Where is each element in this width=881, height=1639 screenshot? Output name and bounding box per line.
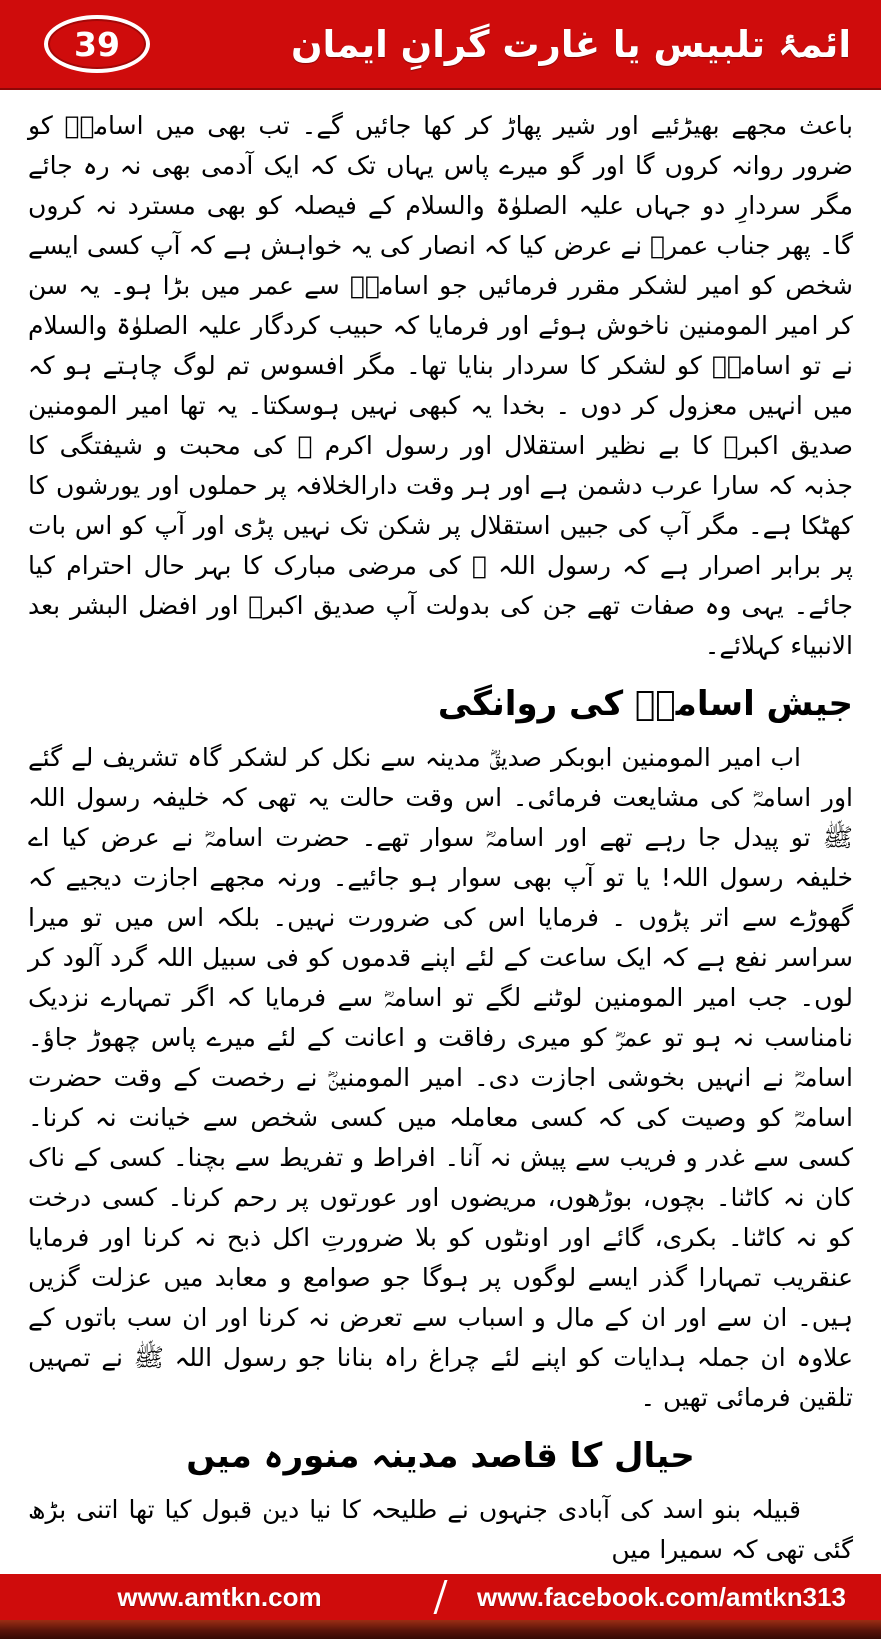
paragraph-3: قبیلہ بنو اسد کی آبادی جنہوں نے طلیحہ کا نیا دین قبول کیا تھا اتنی بڑھ گئی تھی کہ سمیرا میں bbox=[28, 1495, 853, 1564]
website-url: www.amtkn.com bbox=[117, 1581, 322, 1612]
paragraph-1: باعث مجھے بھیڑئیے اور شیر پھاڑ کر کھا جائیں گے۔ تب بھی میں اسامہؓ کو ضرور روانہ کروں گا اور گو میرے پاس یہاں تک کہ ایک آدمی بھی نہ رہ جائے مگر سردارِ دو جہاں علیہ الصلوٰۃ والسلام کے فیصلہ کو بھی مسترد نہ کروں گا۔ پھر جناب عمرؓ نے عرض کیا کہ انصار کی یہ خواہش ہے کہ آپ کسی ایسے شخص کو امیر لشکر مقرر فرمائیں جو اسامہؓ سے عمر میں بڑا ہو۔ یہ سن کر امیر المومنین ناخوش ہوئے اور فرمایا کہ حبیب کردگار علیہ الصلوٰۃ والسلام نے تو اسامہؓ کو لشکر کا سردار بنایا تھا۔ مگر افسوس تم لوگ چاہتے ہو کہ میں انہیں معزول کر دوں ۔ بخدا یہ کبھی نہیں ہوسکتا۔ یہ تھا امیر المومنین صدیق اکبرؓ کا بے نظیر استقلال اور رسول اکرم ﷺ کی محبت و شیفتگی کا جذبہ کہ سارا عرب دشمن ہے اور ہر وقت دارالخلافہ پر حملوں اور یورشوں کا کھٹکا ہے۔ مگر آپ کی جبیں استقلال پر شکن تک نہیں پڑی اور آپ کو اس بات پر برابر اصرار ہے کہ رسول اللہ ﷺ کی مرضی مبارک کا بہر حال احترام کیا جائے۔ یہی وہ صفات تھے جن کی بدولت آپ صدیق اکبرؓ اور افضل البشر بعد الانبیاء کہلائے۔ bbox=[28, 111, 853, 660]
page-header bbox=[0, 0, 881, 90]
page-bottom-edge bbox=[0, 1620, 881, 1639]
page-footer bbox=[0, 1574, 881, 1620]
section-heading-1: جیش اسامہؓ کی روانگی bbox=[437, 684, 853, 724]
book-title: ائمۂ تلبیس یا غارت گرانِ ایمان bbox=[290, 22, 851, 66]
page-number-badge bbox=[44, 15, 150, 73]
section-heading-2: حیال کا قاصد مدینہ منورہ میں bbox=[186, 1436, 695, 1476]
facebook-url: www.facebook.com/amtkn313 bbox=[477, 1581, 846, 1612]
paragraph-2: اب امیر المومنین ابوبکر صدیقؓ مدینہ سے نکل کر لشکر گاہ تشریف لے گئے اور اسامہؓ کی مشایعت فرمائی۔ اس وقت حالت یہ تھی کہ خلیفہ رسول اللہ ﷺ تو پیدل جا رہے تھے اور اسامہؓ سوار تھے۔ حضرت اسامہؓ نے عرض کیا اے خلیفہ رسول اللہ! یا تو آپ بھی سوار ہو جائیے۔ ورنہ مجھے اجازت دیجیے کہ گھوڑے سے اتر پڑوں ۔ فرمایا اس کی ضرورت نہیں۔ بلکہ اس میں تو میرا سراسر نفع ہے کہ ایک ساعت کے لئے اپنے قدموں کو فی سبیل اللہ گرد آلود کر لوں۔ جب امیر المومنین لوٹنے لگے تو اسامہؓ سے فرمایا کہ اگر تمہارے نزدیک نامناسب نہ ہو تو عمرؓ کو میری رفاقت و اعانت کے لئے میرے پاس چھوڑ جاؤ۔ اسامہؓ نے انہیں بخوشی اجازت دی۔ امیر المومنینؓ نے رخصت کے وقت حضرت اسامہؓ کو وصیت کی کہ کسی معاملہ میں کسی شخص سے خیانت نہ کرنا۔ کسی سے غدر و فریب سے پیش نہ آنا۔ افراط و تفریط سے بچنا۔ کسی کے ناک کان نہ کاٹنا۔ بچوں، بوڑھوں، مریضوں اور عورتوں پر رحم کرنا۔ کسی درخت کو نہ کاٹنا۔ بکری، گائے اور اونٹوں کو بلا ضرورتِ اکل ذبح نہ کرنا اور فرمایا عنقریب تمہارا گذر ایسے لوگوں پر ہوگا جو صوامع و معابد میں عزلت گزیں ہیں۔ ان سے اور ان کے مال و اسباب سے تعرض نہ کرنا اور ان سب باتوں کے علاوہ ان جملہ ہدایات کو اپنے لئے چراغ راہ بنانا جو رسول اللہ ﷺ نے تمہیں تلقین فرمائی تھیں ۔ bbox=[28, 743, 853, 1412]
page-number: 39 bbox=[74, 24, 120, 64]
page-body bbox=[0, 90, 881, 1574]
